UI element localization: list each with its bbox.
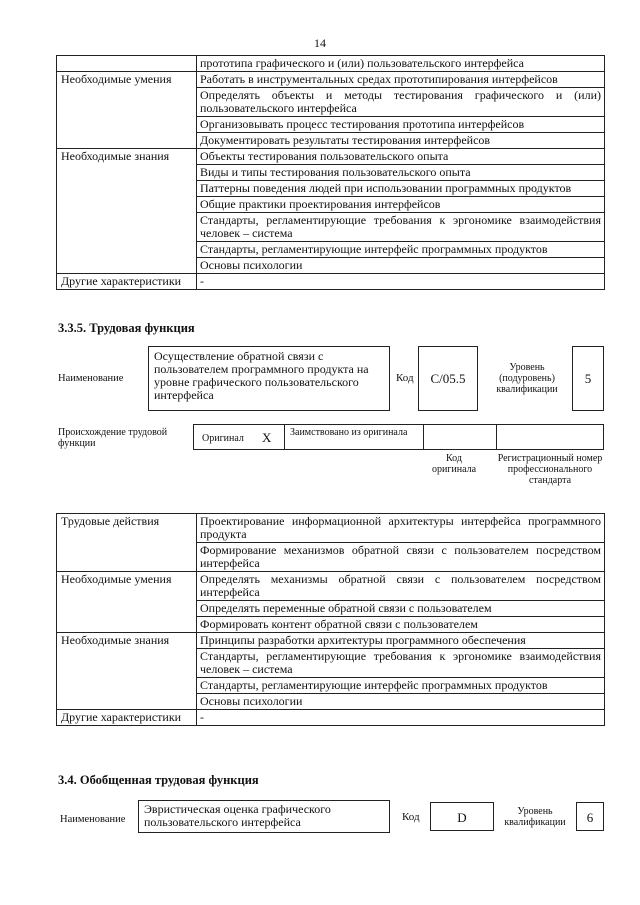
- original-mark: X: [262, 430, 272, 445]
- borrowed-label: Заимствовано из оригинала: [290, 427, 408, 438]
- page-number: 14: [314, 36, 326, 50]
- skills-knowledge-table-1: [56, 55, 605, 290]
- row-item: Определять механизмы обратной связи с пользователем посредством интерфейса: [197, 572, 605, 601]
- section-heading-3-3-5: 3.3.5. Трудовая функция: [58, 321, 195, 335]
- row-item: Основы психологии: [197, 694, 605, 710]
- row-item: Стандарты, регламентирующие требования к эргономике взаимодействия человек – система: [197, 213, 605, 242]
- row-item: Определять переменные обратной связи с пользователем: [197, 601, 605, 617]
- divider: [496, 424, 497, 450]
- row-item: Организовывать процесс тестирования прототипа интерфейсов: [197, 117, 605, 133]
- table-row: [57, 149, 605, 165]
- code-value: C/05.5: [430, 371, 466, 386]
- row-item: Принципы разработки архитектуры программного обеспечения: [197, 633, 605, 649]
- level-label: Уровень (подуровень) квалификации: [496, 362, 558, 395]
- section-heading-3-4: 3.4. Обобщенная трудовая функция: [58, 773, 259, 787]
- divider: [284, 424, 285, 450]
- table-row: [57, 710, 605, 726]
- row-item: Формирование механизмов обратной связи с пользователем посредством интерфейса: [197, 543, 605, 572]
- row-item: Определять объекты и методы тестирования графического и (или) пользовательского интерфейса: [197, 88, 605, 117]
- row-label: Другие характеристики: [57, 274, 197, 290]
- level-label: Уровень квалификации: [504, 806, 566, 828]
- code-label: Код: [396, 372, 414, 384]
- row-item: Формировать контент обратной связи с пользователем: [197, 617, 605, 633]
- skills-knowledge-table-2: [56, 513, 605, 726]
- row-label: Необходимые умения: [57, 72, 197, 149]
- row-label: Необходимые знания: [57, 149, 197, 274]
- function-name-box: [148, 346, 390, 411]
- row-item: Виды и типы тестирования пользовательского опыта: [197, 165, 605, 181]
- code-box: [430, 802, 494, 831]
- divider: [423, 424, 424, 450]
- table-row: [57, 274, 605, 290]
- row-item: Стандарты, регламентирующие интерфейс программных продуктов: [197, 242, 605, 258]
- level-box: [576, 802, 604, 831]
- row-label: Другие характеристики: [57, 710, 197, 726]
- row-item: Паттерны поведения людей при использовании программных продуктов: [197, 181, 605, 197]
- origin-label: Происхождение трудовой функции: [58, 427, 168, 449]
- table-row: [57, 514, 605, 543]
- code-value: D: [457, 810, 467, 825]
- reg-number-label: Регистрационный номер профессионального стандарта: [497, 453, 603, 486]
- row-item: Документировать результаты тестирования интерфейсов: [197, 133, 605, 149]
- row-item: -: [197, 710, 605, 726]
- row-item: Работать в инструментальных средах прототипирования интерфейсов: [197, 72, 605, 88]
- row-item: Проектирование информационной архитектуры интерфейса программного продукта: [197, 514, 605, 543]
- original-label: Оригинал: [202, 433, 244, 444]
- row-label: [57, 56, 197, 72]
- row-label: Необходимые знания: [57, 633, 197, 710]
- table-row: [57, 633, 605, 649]
- origin-box: [193, 424, 604, 450]
- name-label: Наименование: [60, 814, 126, 825]
- row-item: Стандарты, регламентирующие требования к эргономике взаимодействия человек – система: [197, 649, 605, 678]
- table-row: [57, 572, 605, 601]
- row-item: Объекты тестирования пользовательского опыта: [197, 149, 605, 165]
- level-box: [572, 346, 604, 411]
- code-label: Код: [402, 811, 420, 823]
- name-label: Наименование: [58, 373, 124, 384]
- row-item: Основы психологии: [197, 258, 605, 274]
- row-item: -: [197, 274, 605, 290]
- general-function-name-box: [138, 800, 390, 833]
- row-item: Общие практики проектирования интерфейсов: [197, 197, 605, 213]
- general-function-name-value: Эвристическая оценка графического пользовательского интерфейса: [144, 802, 331, 829]
- row-label: Необходимые умения: [57, 572, 197, 633]
- level-value: 5: [584, 371, 592, 386]
- code-origin-label: Код оригинала: [431, 453, 477, 475]
- table-row: [57, 56, 605, 72]
- row-item: прототипа графического и (или) пользовательского интерфейса: [197, 56, 605, 72]
- level-value: 6: [586, 810, 594, 825]
- row-item: Стандарты, регламентирующие интерфейс программных продуктов: [197, 678, 605, 694]
- function-name-value: Осуществление обратной связи с пользователем программного продукта на уровне графического пользовательского интерфейса: [154, 349, 369, 402]
- code-box: [418, 346, 478, 411]
- row-label: Трудовые действия: [57, 514, 197, 572]
- table-row: [57, 72, 605, 88]
